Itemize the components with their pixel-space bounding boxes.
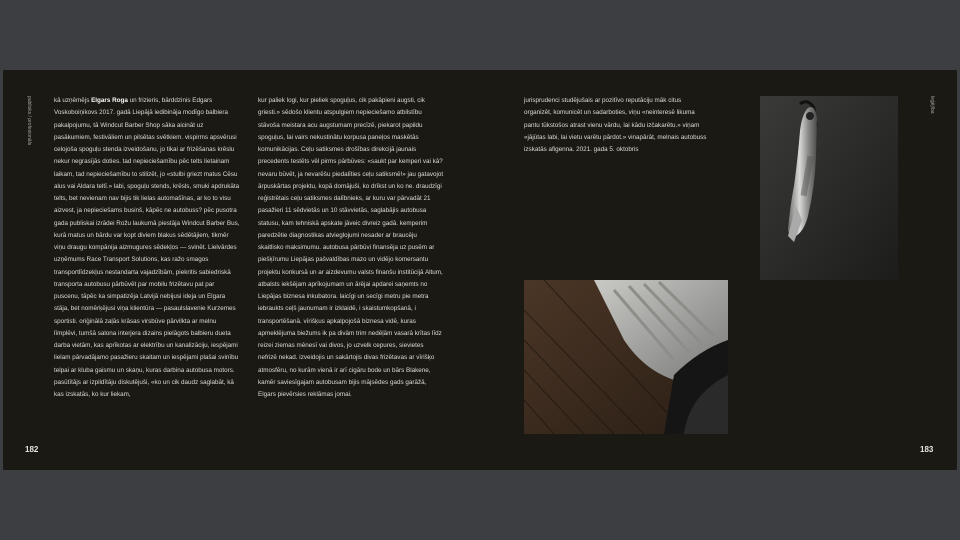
hair-clipper-photo bbox=[760, 96, 898, 280]
clipper-illustration bbox=[760, 96, 898, 280]
pedal-illustration bbox=[524, 280, 728, 434]
paragraph bbox=[54, 95, 240, 401]
text-column-3 bbox=[524, 95, 710, 156]
body-text: un frizieris, bārddzinis Edgars Voskoboiņikovs 2017. gadā Liepājā iedibināja modīgo balbiera pakalpojumu, tā Windcut Barber Shop sāka aicināt uz pasākumiem, festivāliem un pilsētas svētkiem. vispirms apsvērusi celojoša spoguļu stenda izveidošanu, jo tikai ar frizēšanas krēslu nekur negrasījās doties. tad nepieciešamību pēc telts lietainam laikam, tad nepieciešamību to stilizēt, jo «stulbi griezt matus Cēsu alus vai Aldara teltī.» labi, spoguļu stends, krēsls, smuki apdrukāta telts, bet nevienam nav bijis tik lielas automašīnas, ar ko to visu aizvest, ja nepieciešams businš, kāpēc ne autobuss? pēc pusotra gada publiskai izrādei Rožu laukumā piestāja Windcut Barber Bus, kurā matus un bārdu var kopt diviem blakus sēdētājiem, tikmēr viņu draugu kompānija aizmugures sēdekļos — svinēt. Lielvārdes uzņēmums Race Transport Solutions, kas ražo smagos transportlīdzekļus nestandarta vajadzībām, piekritis sabiedriskā transporta autobusu pārbūvēt par mobilu frizētavu pat par puscenu, tāpēc ka simpatizēja Latvijā nebijusi ideja un Elgara stāja, bet nomērķējusi viņa klientūra — pasaulslavenie Kurzemes sportisti. oriģinālā zaļās krāsas virsbūve pārvilkta ar melnu līmplēvi, tumšā salona interjera dizains pielāgots balbieru dueta darba vietām, kas aprīkotas ar elektrību un kanalizāciju, iespējami lielam pārvadājamo pasažieru skaitam un iespējami plašai svinību telpai ar kluba gaismu un skaņu, kuras darbina autobusa motors. pasūtītājs ar izpildītāju diskutējuši, «ko un cik daudz saglabāt, kā kas izskatās, ko kur liekam, bbox=[54, 97, 240, 398]
text-column-2 bbox=[258, 95, 444, 401]
paragraph: jurisprudenci studējušais ar pozitīvo reputāciju māk citus organizēt, komunicēt un sadarboties, viņu «neinteresē likuma pantu tūkstošos atrast vienu vārdu, lai kādu izčakarētu.» viņam «jājūtas labi, lai vietu varētu pārdot.» vinapārāt, melnais autobuss izskatās afigenna. 2021. gada 5. oktobris bbox=[524, 97, 707, 153]
page-number-left: 182 bbox=[25, 445, 39, 454]
person-name: Elgars Roga bbox=[91, 97, 128, 104]
text-column-1 bbox=[54, 95, 240, 401]
paragraph: kur paliek logi, kur pieliek spoguļus, cik pakāpieni augsti, cik griesti.» sēdošo klientu atspulgiem nepieciešamo atbilstību stāvoša meistara acu augstumam precīzē, piekarot papildu spoguļus, lai vairs nekustinātu korpusa paneļos maskētās komunikācijas. Ceļu satiksmes drošības direkcijā jaunais precedents testēts vēl pirms pārbūves: «saukt par kemperi vai kā? nevaru būvēt, ja nevarēšu piedalīties ceļu satiksmē!» jau gatavojot ārpuskārtas projektu, kopā domājuši, ko drīkst un ko ne. draudzīgi reģistrētais ceļu satiksmes dalībnieks, ar kuru var pārvadāt 21 pasažieri 11 sēdvietās un 10 stāvvietās, saglabājis autobusa statusu, kam tehniskā apskate jāveic divreiz gadā. kemperim paredzētie diagnostikas atvieglojumi nesader ar braucēju skaitlisko maksimumu. autobusa pārbūvi finansēja uz pusēm ar piešķīrumu Liepājas pašvaldības mazo un vidējo komersantu projektu konkursā un ar aizdevumu valsts finanšu institūcijā Altum, atbalsts iekšējam aprīkojumam un ārējai apdarei saņemts no Liepājas biznesa inkubatora. laicīgi un secīgi metru pie metra iebraukts ceļš jaunumam ir izklaidē, i skaistumkopšanā, i transportēšanā. vīrišķus apkalpojošā biznesa vidē, kuras apmeklējuma biežums ik pa divām trim nedēļām vasarā krītas līdz reizei ziemas mēnesī vai divos, jo uzvelk cepures, sievietes nefrizē nekad. izveidojis un sakārtojis divas frizētavas ar vīrišķo atmosfēru, no kurām vienā ir arī cigāru bode un bārs Blakene, kamēr saviesīgajam autobusam bijis mājsēdes gads garāžā, Elgars pievērsies reklāmas jomai. bbox=[258, 97, 444, 398]
right-side-label: leģējība bbox=[929, 96, 935, 114]
left-side-label: publisks / profesionāls bbox=[26, 96, 32, 146]
page-number-right: 183 bbox=[920, 445, 934, 454]
pedal-floor-photo bbox=[524, 280, 728, 434]
intro-text: kā uzņēmējs bbox=[54, 97, 92, 104]
